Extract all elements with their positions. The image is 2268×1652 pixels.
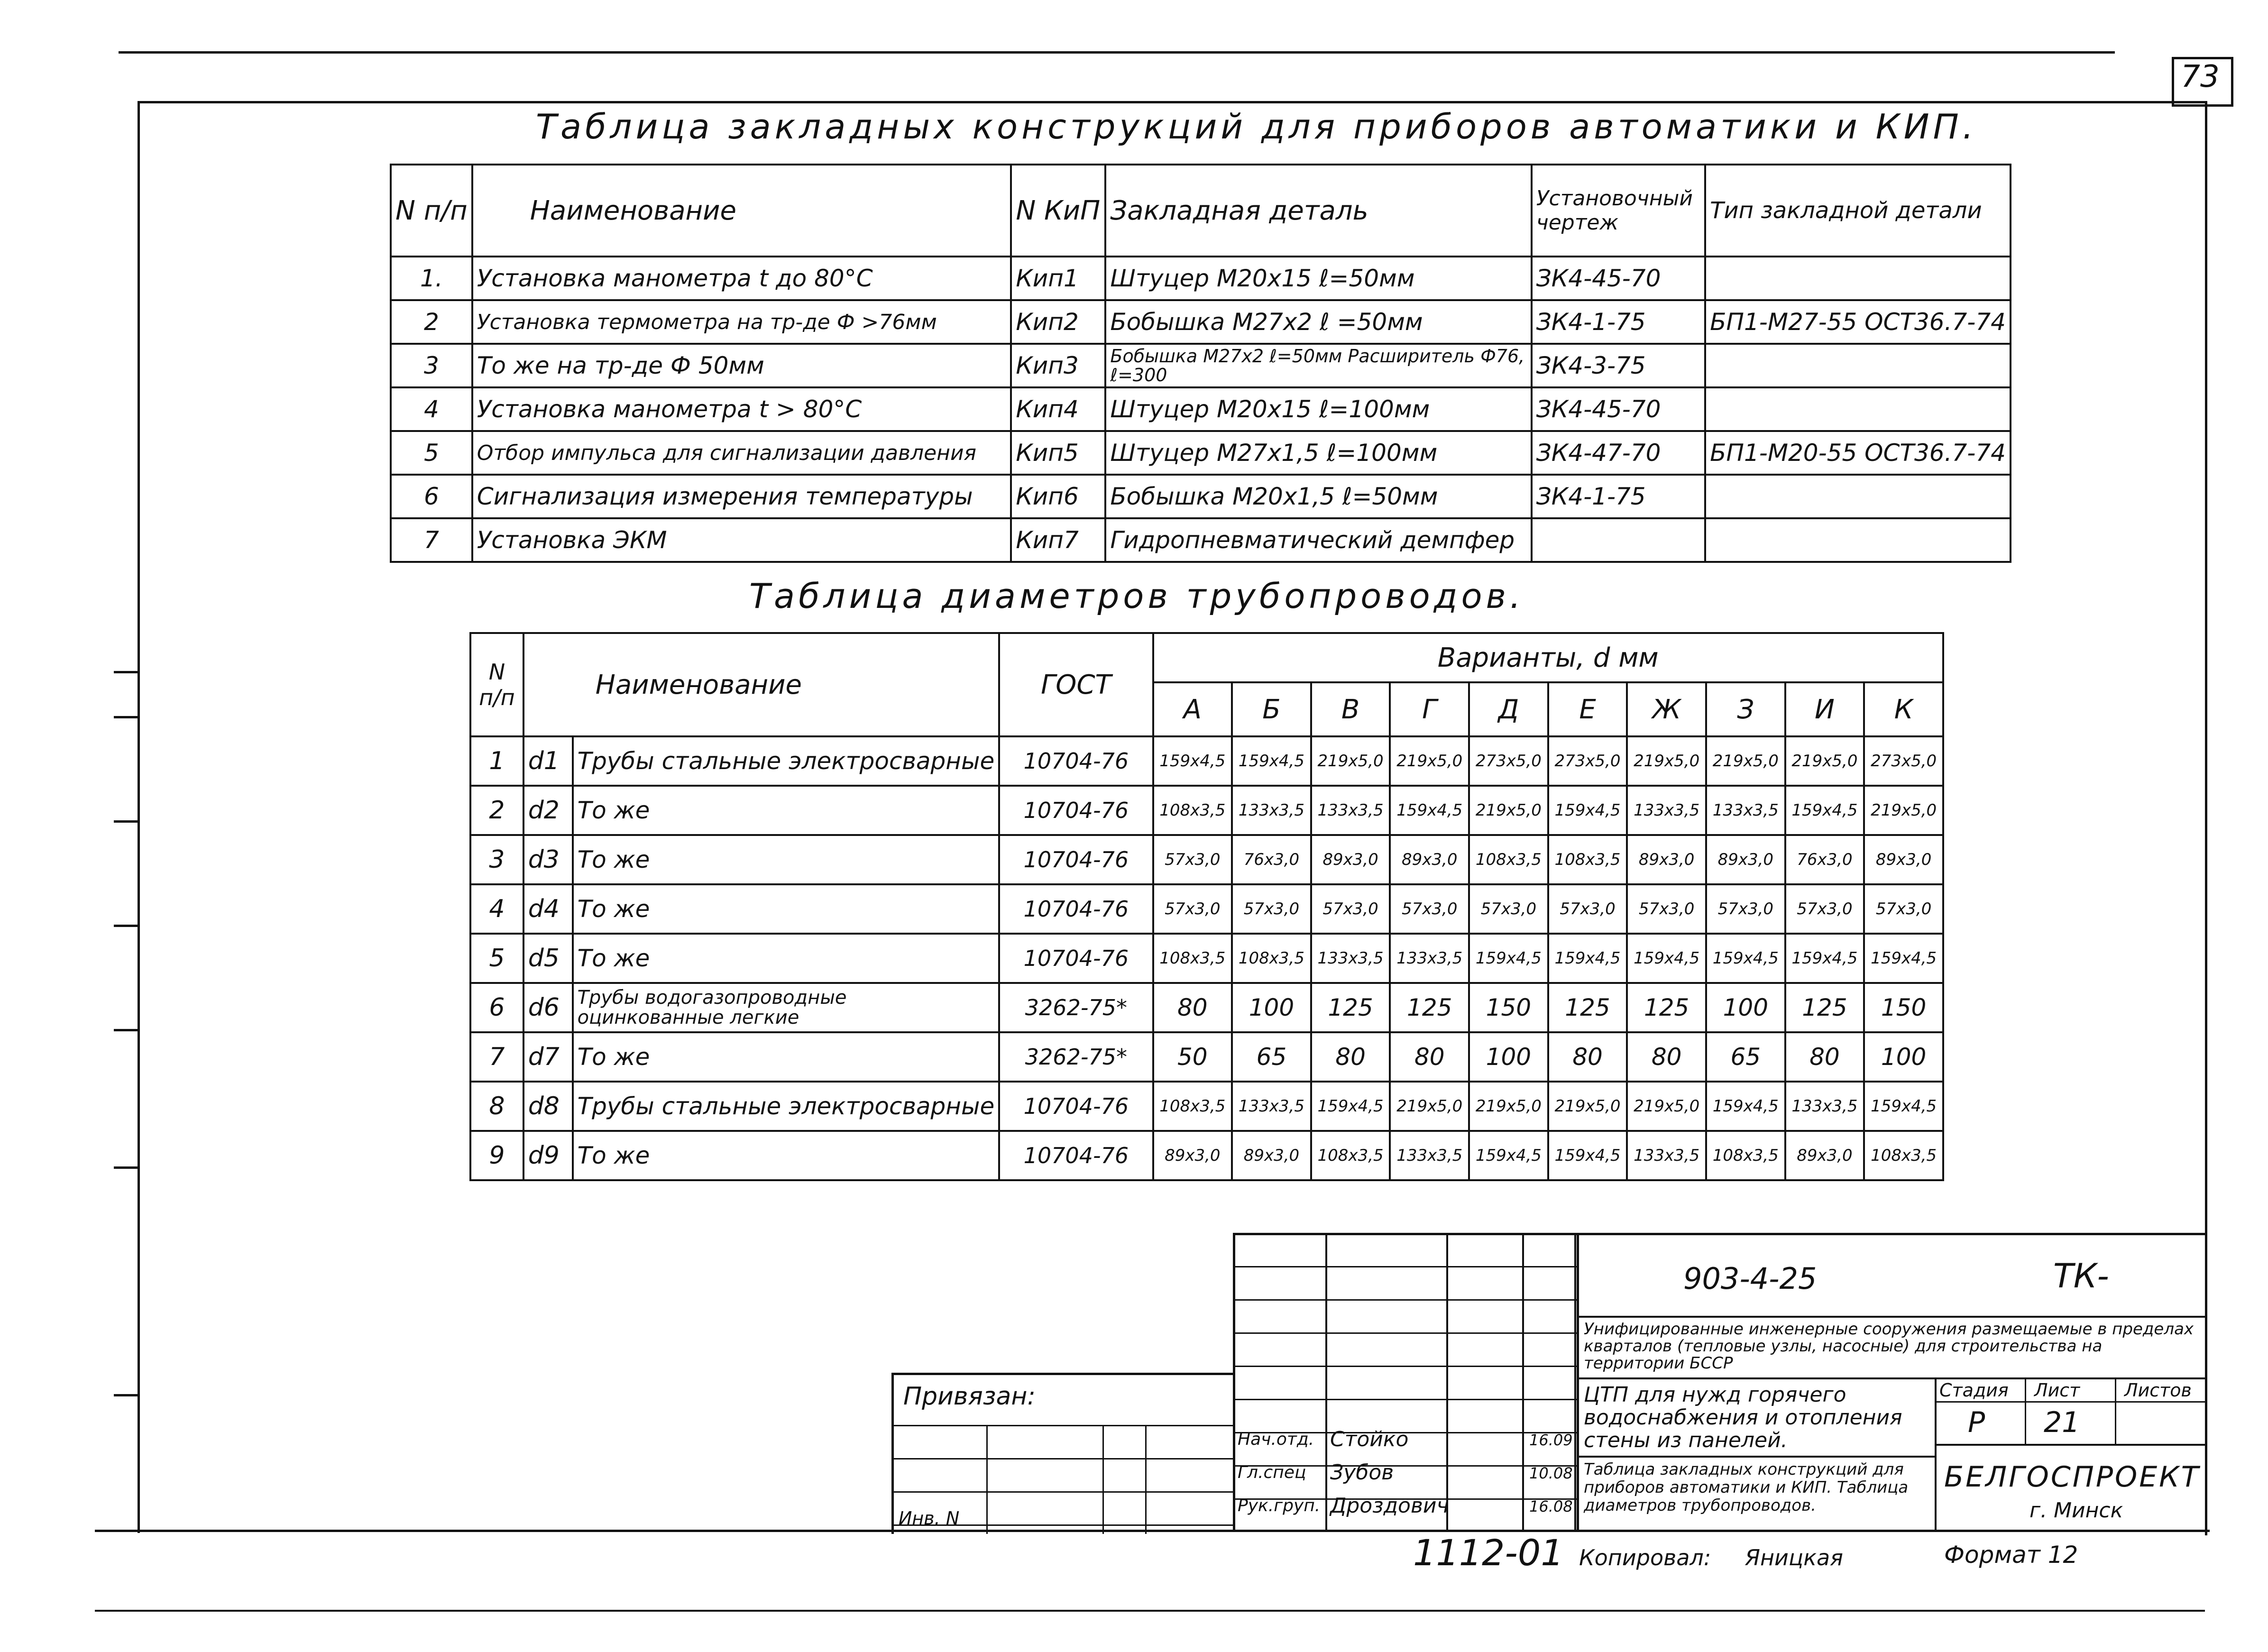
bound-block — [891, 1373, 1235, 1534]
bound-label: Привязан: — [903, 1382, 1036, 1411]
t2-cell: 10704-76 — [999, 1131, 1153, 1180]
t2-cell: 10704-76 — [999, 934, 1153, 983]
t1-cell: Установка ЭКМ — [472, 518, 1011, 562]
t1-cell: Бобышка М27х2 ℓ =50мм — [1105, 300, 1531, 344]
t2-cell: 125 — [1390, 983, 1469, 1032]
t2-cell: 2 — [470, 786, 523, 835]
t1-cell: Отбор импульса для сигнализации давления — [472, 431, 1011, 475]
table2-title: Таблица диаметров трубопроводов. — [749, 576, 1524, 616]
doc-code: 903-4-25 — [1683, 1261, 1817, 1296]
t2-cell: 9 — [470, 1131, 523, 1180]
t2-cell: 159х4,5 — [1548, 786, 1627, 835]
t1-cell: Установка термометра на тр-де Ф >76мм — [472, 300, 1011, 344]
staff-date: 16.09 — [1529, 1431, 1573, 1449]
t1-cell: ЗК4-45-70 — [1532, 387, 1705, 431]
doc-section: ТК- — [2053, 1257, 2109, 1295]
margin-tick — [114, 1166, 140, 1169]
t2-cell: 150 — [1864, 983, 1943, 1032]
t2-cell: 108х3,5 — [1153, 934, 1232, 983]
t2-cell: 10704-76 — [999, 835, 1153, 884]
t2-cell: 108х3,5 — [1864, 1131, 1943, 1180]
t1-cell: Кип7 — [1011, 518, 1105, 562]
t2-cell: 3 — [470, 835, 523, 884]
t1-cell: Кип1 — [1011, 257, 1105, 300]
sheet-title: Таблица закладных конструкций для приборов автоматики и КИП. Таблица диаметров трубопроводов. — [1584, 1460, 1909, 1515]
margin-tick — [114, 1029, 140, 1031]
t1-cell: 7 — [391, 518, 472, 562]
t2-cell: 89х3,0 — [1785, 1131, 1864, 1180]
frame-left — [138, 101, 140, 1533]
t2-cell: 80 — [1311, 1032, 1390, 1082]
t2-cell: 57х3,0 — [1548, 884, 1627, 934]
t2-cell: 219х5,0 — [1785, 736, 1864, 786]
t2-cell: 80 — [1785, 1032, 1864, 1082]
t2-cell: 76х3,0 — [1785, 835, 1864, 884]
t2-variant-letter: А — [1153, 682, 1232, 736]
t2-cell: 219х5,0 — [1627, 736, 1706, 786]
table1-row — [391, 518, 2011, 562]
t2-cell: 133х3,5 — [1627, 786, 1706, 835]
t2-variant-letter: Г — [1390, 682, 1469, 736]
margin-tick — [114, 820, 140, 823]
t2-cell: Трубы водогазопроводные оцинкованные легкие — [573, 983, 1000, 1032]
t2-cell: 125 — [1548, 983, 1627, 1032]
t2-cell: 159х4,5 — [1785, 934, 1864, 983]
t2-cell: 273х5,0 — [1864, 736, 1943, 786]
t2-cell: То же — [573, 884, 1000, 934]
t2-variant-letter: З — [1706, 682, 1785, 736]
bottom-rule — [95, 1610, 2205, 1612]
t1-cell — [1705, 387, 2011, 431]
t2-cell: 10704-76 — [999, 786, 1153, 835]
t2-cell: То же — [573, 1032, 1000, 1082]
t2-cell: 65 — [1232, 1032, 1311, 1082]
t2-cell: 100 — [1864, 1032, 1943, 1082]
t2-cell: 108х3,5 — [1153, 1082, 1232, 1131]
t1-header: Наименование — [472, 165, 1011, 257]
t2-cell: d8 — [523, 1082, 573, 1131]
t2-cell: 159х4,5 — [1706, 1082, 1785, 1131]
t2-cell: То же — [573, 1131, 1000, 1180]
t2-cell: 57х3,0 — [1864, 884, 1943, 934]
t2-cell: 108х3,5 — [1706, 1131, 1785, 1180]
t1-cell: Штуцер М27х1,5 ℓ=100мм — [1105, 431, 1531, 475]
table2-row — [470, 835, 1943, 884]
table2-row — [470, 1082, 1943, 1131]
embedded-parts-table — [390, 164, 2011, 563]
margin-tick — [114, 671, 140, 673]
t2-cell: 89х3,0 — [1311, 835, 1390, 884]
t1-cell: ЗК4-45-70 — [1532, 257, 1705, 300]
t2-cell: 219х5,0 — [1548, 1082, 1627, 1131]
footer-copied-label: Копировал: — [1579, 1545, 1711, 1570]
t2-variant-letter: К — [1864, 682, 1943, 736]
t2-cell: То же — [573, 786, 1000, 835]
t1-cell: 5 — [391, 431, 472, 475]
t2-cell: 133х3,5 — [1311, 934, 1390, 983]
t2-cell: 159х4,5 — [1232, 736, 1311, 786]
t1-cell: Гидропневматический демпфер — [1105, 518, 1531, 562]
table1-row — [391, 475, 2011, 518]
t2-cell: 57х3,0 — [1469, 884, 1548, 934]
t2-variant-letter: Б — [1232, 682, 1311, 736]
t1-cell: ЗК4-1-75 — [1532, 300, 1705, 344]
t2-cell: 219х5,0 — [1469, 1082, 1548, 1131]
t2-cell: 133х3,5 — [1390, 934, 1469, 983]
staff-name: Дроздович — [1330, 1494, 1449, 1518]
t2-cell: 10704-76 — [999, 1082, 1153, 1131]
t1-cell: БП1-М20-55 ОСТ36.7-74 — [1705, 431, 2011, 475]
inv-label: Инв. N — [899, 1508, 960, 1529]
sheet-value: 21 — [2044, 1406, 2080, 1439]
footer-copied-by: Яницкая — [1745, 1545, 1843, 1570]
table2-row — [470, 1131, 1943, 1180]
t2-cell: 80 — [1627, 1032, 1706, 1082]
t2-cell: 159х4,5 — [1864, 934, 1943, 983]
staff-date: 16.08 — [1529, 1497, 1573, 1515]
t1-header: Тип закладной детали — [1705, 165, 2011, 257]
t2-variant-letter: Д — [1469, 682, 1548, 736]
t2-cell: 76х3,0 — [1232, 835, 1311, 884]
t2-cell: 89х3,0 — [1864, 835, 1943, 884]
t1-cell: Установка манометра t до 80°С — [472, 257, 1011, 300]
t2-variant-letter: И — [1785, 682, 1864, 736]
t2-variant-letter: В — [1311, 682, 1390, 736]
t1-cell: Кип2 — [1011, 300, 1105, 344]
t2-cell: 80 — [1153, 983, 1232, 1032]
stage-value: Р — [1968, 1406, 1985, 1439]
t2-cell: 3262-75* — [999, 1032, 1153, 1082]
t2-cell: 10704-76 — [999, 884, 1153, 934]
table1-row — [391, 257, 2011, 300]
t2-cell: 133х3,5 — [1627, 1131, 1706, 1180]
margin-tick — [114, 925, 140, 927]
t2-cell: 65 — [1706, 1032, 1785, 1082]
pipe-diameter-table — [469, 632, 1944, 1181]
t2-cell: 219х5,0 — [1469, 786, 1548, 835]
t1-cell: Бобышка М20х1,5 ℓ=50мм — [1105, 475, 1531, 518]
t2-cell: 89х3,0 — [1627, 835, 1706, 884]
t2-cell: 133х3,5 — [1706, 786, 1785, 835]
sheet-label: Лист — [2034, 1380, 2080, 1401]
org-name: БЕЛГОСПРОЕКТ — [1944, 1460, 2201, 1494]
t2-cell: 159х4,5 — [1864, 1082, 1943, 1131]
t2-cell: 108х3,5 — [1311, 1131, 1390, 1180]
table2-row — [470, 934, 1943, 983]
t2-cell: 159х4,5 — [1311, 1082, 1390, 1131]
t2-cell: 159х4,5 — [1390, 786, 1469, 835]
t2-variant-letter: Е — [1548, 682, 1627, 736]
t1-cell: 6 — [391, 475, 472, 518]
t1-cell — [1705, 257, 2011, 300]
t2-cell: 150 — [1469, 983, 1548, 1032]
org-city: г. Минск — [2029, 1498, 2123, 1523]
t1-cell — [1532, 518, 1705, 562]
t2-cell: 133х3,5 — [1232, 786, 1311, 835]
top-rule — [119, 51, 2115, 54]
t2-cell: 219х5,0 — [1390, 736, 1469, 786]
stage-label: Стадия — [1939, 1380, 2009, 1401]
t2-header-variants: Варианты, d мм — [1153, 633, 1944, 682]
t2-cell: 108х3,5 — [1548, 835, 1627, 884]
t2-cell: 57х3,0 — [1153, 835, 1232, 884]
t2-cell: 1 — [470, 736, 523, 786]
t2-cell: 80 — [1548, 1032, 1627, 1082]
t2-cell: 159х4,5 — [1785, 786, 1864, 835]
t2-cell: 159х4,5 — [1548, 934, 1627, 983]
t2-cell: 57х3,0 — [1390, 884, 1469, 934]
t1-cell: То же на тр-де Ф 50мм — [472, 344, 1011, 387]
t1-cell — [1705, 344, 2011, 387]
t2-cell: 57х3,0 — [1706, 884, 1785, 934]
sheets-label: Листов — [2124, 1380, 2192, 1401]
t2-cell: 10704-76 — [999, 736, 1153, 786]
t1-cell: Штуцер М20х15 ℓ=50мм — [1105, 257, 1531, 300]
table2-row — [470, 786, 1943, 835]
table2-row — [470, 983, 1943, 1032]
t1-cell: Кип4 — [1011, 387, 1105, 431]
t1-cell: Сигнализация измерения температуры — [472, 475, 1011, 518]
t2-cell: То же — [573, 835, 1000, 884]
t2-cell: d6 — [523, 983, 573, 1032]
t1-header: Закладная деталь — [1105, 165, 1531, 257]
t1-cell: 2 — [391, 300, 472, 344]
table1-title: Таблица закладных конструкций для приборов автоматики и КИП. — [536, 107, 1977, 147]
table2-row — [470, 736, 1943, 786]
t2-cell: d7 — [523, 1032, 573, 1082]
t2-cell: 89х3,0 — [1390, 835, 1469, 884]
t2-cell: 125 — [1785, 983, 1864, 1032]
t2-cell: 100 — [1469, 1032, 1548, 1082]
t2-header-n: N п/п — [470, 633, 523, 736]
table2-row — [470, 884, 1943, 934]
frame-top — [138, 101, 2205, 103]
t2-cell: 159х4,5 — [1469, 934, 1548, 983]
t2-cell: 108х3,5 — [1469, 835, 1548, 884]
t2-cell: d4 — [523, 884, 573, 934]
staff-name: Стойко — [1330, 1427, 1409, 1451]
t2-cell: Трубы стальные электросварные — [573, 1082, 1000, 1131]
t2-cell: 133х3,5 — [1390, 1131, 1469, 1180]
t1-cell: Кип6 — [1011, 475, 1105, 518]
t2-cell: d9 — [523, 1131, 573, 1180]
staff-role: Рук.груп. — [1238, 1496, 1321, 1515]
t1-cell: 4 — [391, 387, 472, 431]
title-block — [1233, 1233, 2207, 1532]
margin-tick — [114, 1394, 140, 1396]
t2-cell: 89х3,0 — [1706, 835, 1785, 884]
t2-cell: 133х3,5 — [1311, 786, 1390, 835]
t1-header: N п/п — [391, 165, 472, 257]
t2-cell: То же — [573, 934, 1000, 983]
t1-cell: Кип5 — [1011, 431, 1105, 475]
t2-cell: 50 — [1153, 1032, 1232, 1082]
t2-cell: 100 — [1706, 983, 1785, 1032]
table1-row — [391, 387, 2011, 431]
table1-row — [391, 344, 2011, 387]
t2-cell: 133х3,5 — [1232, 1082, 1311, 1131]
t1-cell: ЗК4-1-75 — [1532, 475, 1705, 518]
t1-cell: Установка манометра t > 80°С — [472, 387, 1011, 431]
t2-cell: 133х3,5 — [1785, 1082, 1864, 1131]
t2-cell: 159х4,5 — [1548, 1131, 1627, 1180]
t1-cell: БП1-М27-55 ОСТ36.7-74 — [1705, 300, 2011, 344]
t2-cell: 4 — [470, 884, 523, 934]
t2-cell: 3262-75* — [999, 983, 1153, 1032]
t1-cell: 1. — [391, 257, 472, 300]
t2-cell: 219х5,0 — [1864, 786, 1943, 835]
table2-row — [470, 1032, 1943, 1082]
t1-cell: Кип3 — [1011, 344, 1105, 387]
staff-role: Нач.отд. — [1238, 1430, 1314, 1449]
table1-row — [391, 300, 2011, 344]
t2-cell: 57х3,0 — [1627, 884, 1706, 934]
t2-cell: 219х5,0 — [1311, 736, 1390, 786]
t1-cell: Бобышка М27х2 ℓ=50мм Расширитель Ф76, ℓ=300 — [1105, 344, 1531, 387]
margin-tick — [114, 716, 140, 718]
t2-cell: 219х5,0 — [1627, 1082, 1706, 1131]
t2-cell: 108х3,5 — [1232, 934, 1311, 983]
t2-cell: Трубы стальные электросварные — [573, 736, 1000, 786]
staff-role: Гл.спец — [1238, 1463, 1306, 1482]
t1-cell: ЗК4-3-75 — [1532, 344, 1705, 387]
t2-cell: 159х4,5 — [1153, 736, 1232, 786]
t2-cell: 57х3,0 — [1785, 884, 1864, 934]
t2-cell: 89х3,0 — [1232, 1131, 1311, 1180]
t2-cell: 273х5,0 — [1469, 736, 1548, 786]
table1-row — [391, 431, 2011, 475]
t2-cell: 273х5,0 — [1548, 736, 1627, 786]
t2-cell: 159х4,5 — [1469, 1131, 1548, 1180]
t2-cell: 89х3,0 — [1153, 1131, 1232, 1180]
t2-cell: 100 — [1232, 983, 1311, 1032]
footer-number: 1112-01 — [1413, 1532, 1564, 1574]
t2-cell: 159х4,5 — [1627, 934, 1706, 983]
t2-cell: d2 — [523, 786, 573, 835]
staff-date: 10.08 — [1529, 1464, 1573, 1482]
t1-cell — [1705, 475, 2011, 518]
t2-cell: 219х5,0 — [1390, 1082, 1469, 1131]
footer-format: Формат 12 — [1944, 1541, 2078, 1569]
t2-cell: 125 — [1627, 983, 1706, 1032]
t2-cell: d3 — [523, 835, 573, 884]
t2-cell: 7 — [470, 1032, 523, 1082]
project-name: Унифицированные инженерные сооружения размещаемые в пределах кварталов (тепловые узлы, насосные) для строительства на территории БССР — [1584, 1320, 2194, 1373]
t1-cell: 3 — [391, 344, 472, 387]
t2-cell: 108х3,5 — [1153, 786, 1232, 835]
t2-cell: d5 — [523, 934, 573, 983]
t2-cell: 57х3,0 — [1232, 884, 1311, 934]
t2-cell: 57х3,0 — [1311, 884, 1390, 934]
t1-cell — [1705, 518, 2011, 562]
t2-header-gost: ГОСТ — [999, 633, 1153, 736]
t1-cell: Штуцер М20х15 ℓ=100мм — [1105, 387, 1531, 431]
t2-cell: 80 — [1390, 1032, 1469, 1082]
t2-cell: 8 — [470, 1082, 523, 1131]
t2-variant-letter: Ж — [1627, 682, 1706, 736]
t1-header: N КиП — [1011, 165, 1105, 257]
page-number: 73 — [2181, 59, 2220, 94]
t1-header: Установочный чертеж — [1532, 165, 1705, 257]
t2-cell: d1 — [523, 736, 573, 786]
t2-cell: 159х4,5 — [1706, 934, 1785, 983]
t1-cell: ЗК4-47-70 — [1532, 431, 1705, 475]
t2-cell: 5 — [470, 934, 523, 983]
t2-cell: 57х3,0 — [1153, 884, 1232, 934]
staff-name: Зубов — [1330, 1460, 1394, 1485]
t2-cell: 125 — [1311, 983, 1390, 1032]
t2-cell: 219х5,0 — [1706, 736, 1785, 786]
t2-header-name: Наименование — [523, 633, 999, 736]
object-name: ЦТП для нужд горячего водоснабжения и отопления стены из панелей. — [1584, 1383, 1902, 1452]
t2-cell: 6 — [470, 983, 523, 1032]
